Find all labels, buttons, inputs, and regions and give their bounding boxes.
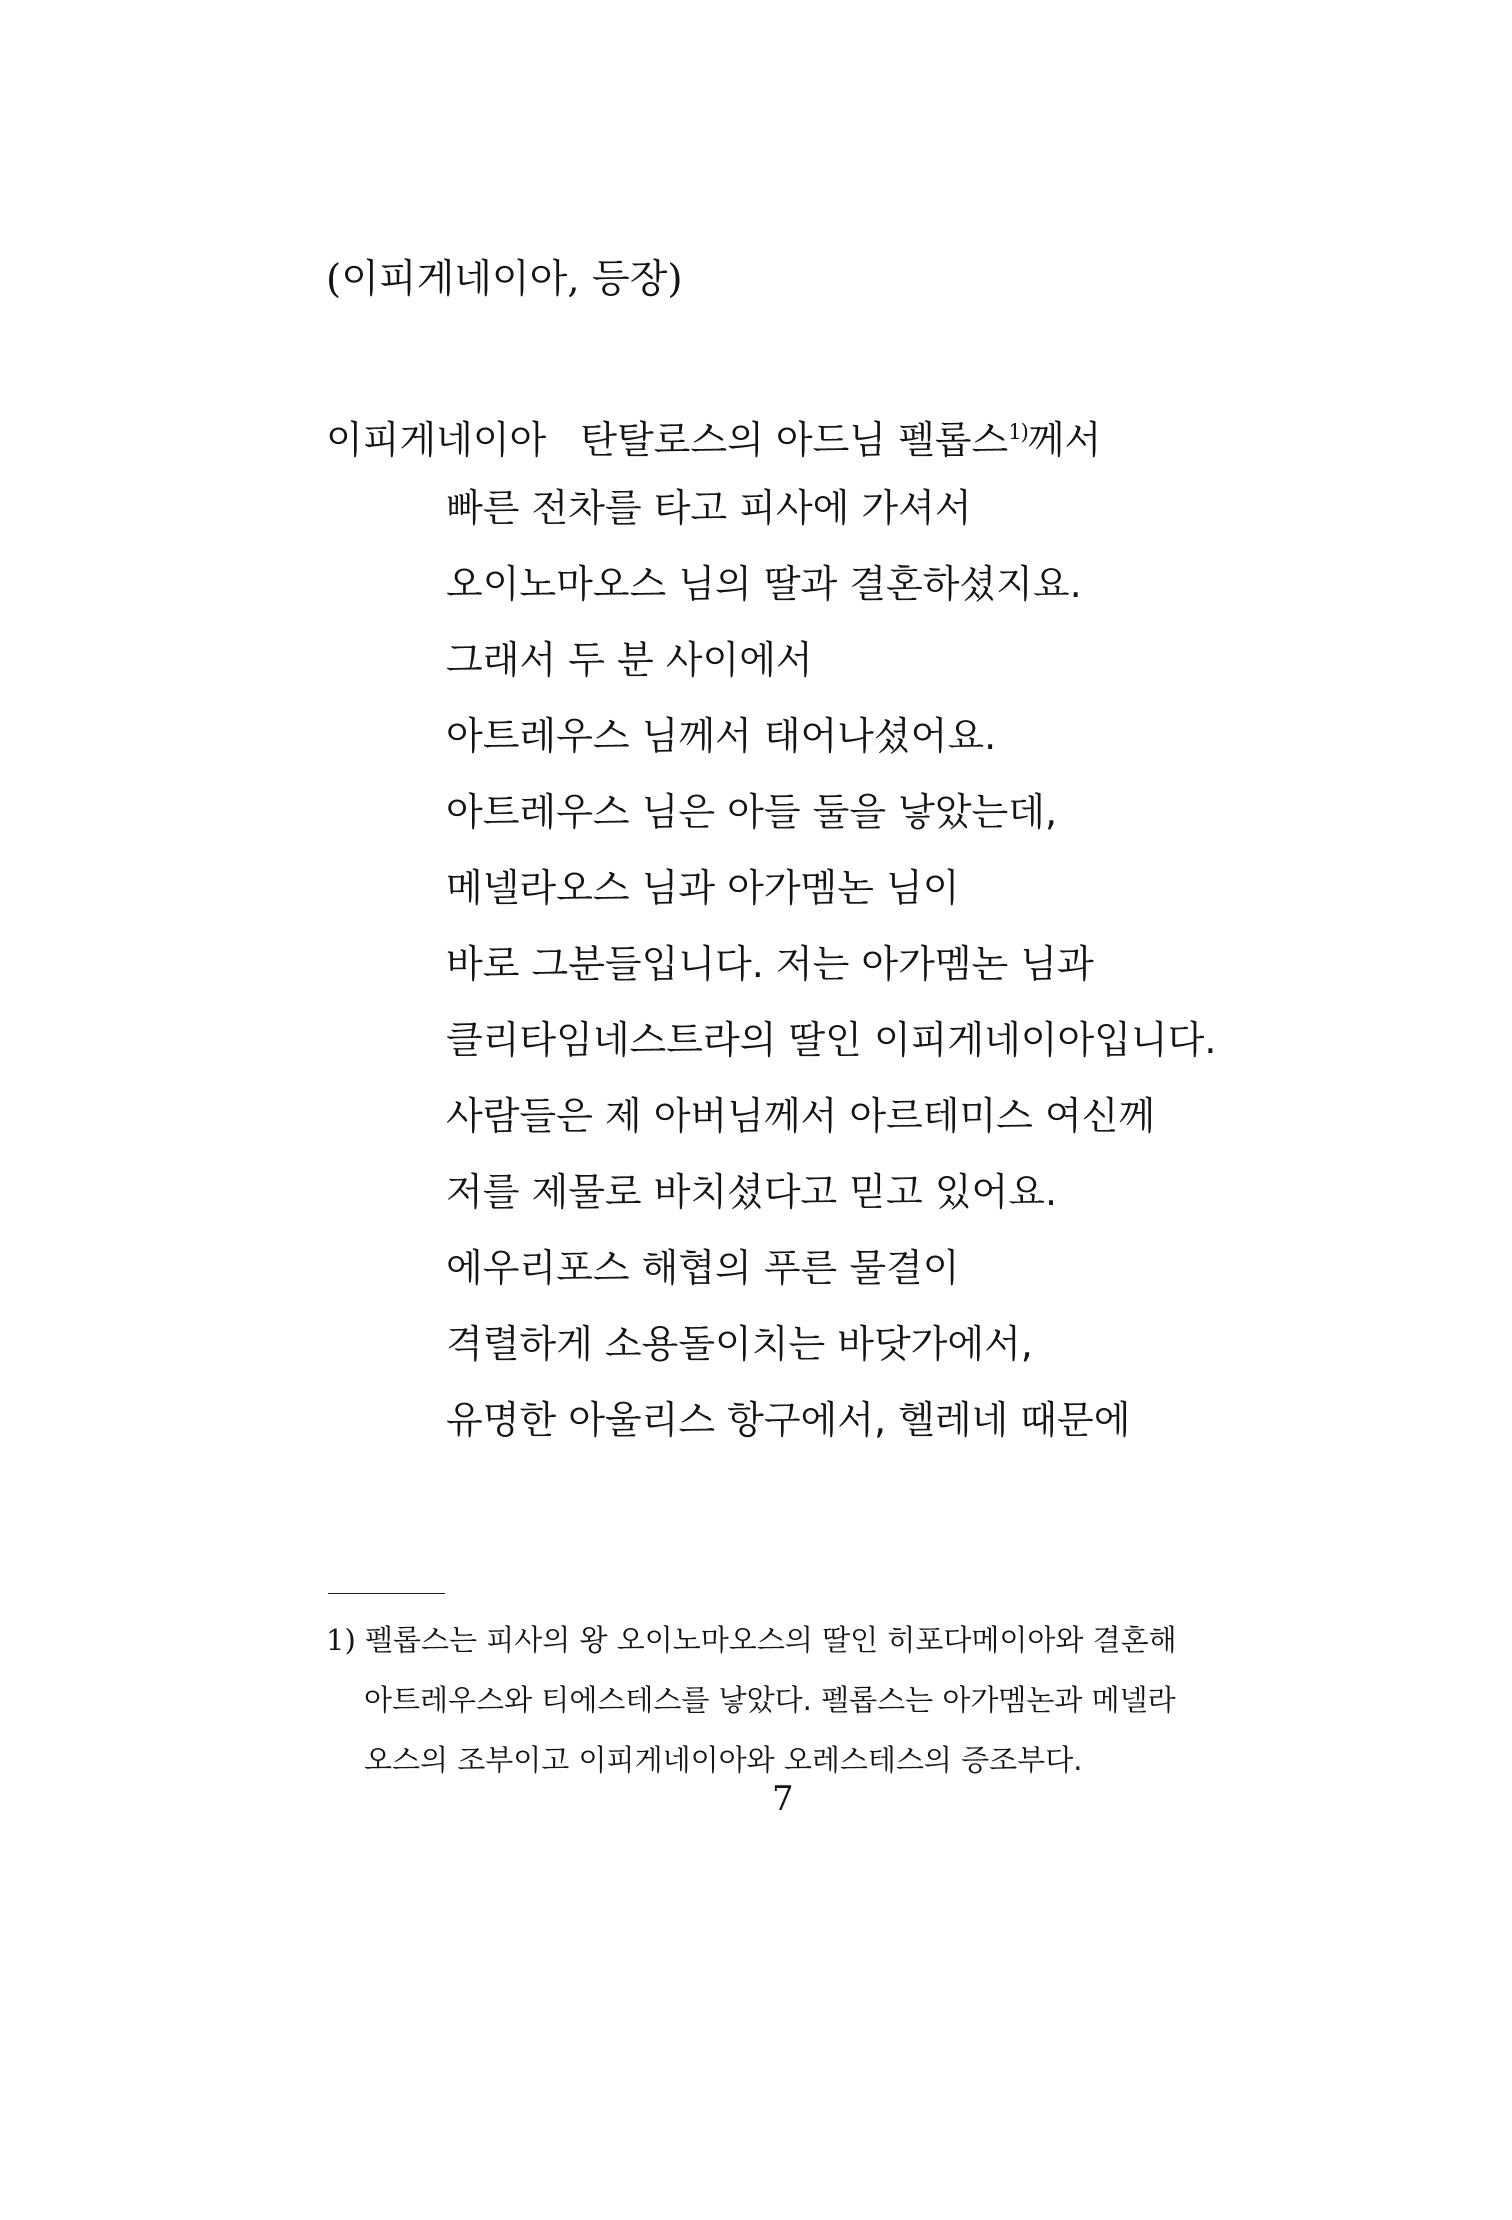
speech-line: 메넬라오스 님과 아가멤논 님이 <box>446 866 960 910</box>
footnote-divider <box>328 1593 445 1594</box>
speech-line: 격렬하게 소용돌이치는 바닷가에서, <box>446 1322 1033 1366</box>
speech-line-tail: 께서 <box>1027 418 1102 462</box>
footnote-first-line <box>326 1616 1177 1664</box>
speech-line: 사람들은 제 아버님께서 아르테미스 여신께 <box>446 1094 1156 1138</box>
footnote-number: 1) <box>326 1623 356 1657</box>
speech-line: 저를 제물로 바치셨다고 믿고 있어요. <box>446 1170 1058 1214</box>
speech-line: 그래서 두 분 사이에서 <box>446 638 813 682</box>
speech-line: 오이노마오스 님의 딸과 결혼하셨지요. <box>446 562 1082 606</box>
speech-line: 에우리포스 해협의 푸른 물결이 <box>446 1246 960 1290</box>
speech-line: 아트레우스 님은 아들 둘을 낳았는데, <box>446 790 1058 834</box>
footnote-text: 펠롭스는 피사의 왕 오이노마오스의 딸인 히포다메이아와 결혼해 <box>364 1623 1177 1657</box>
speech-line: 클리타임네스트라의 딸인 이피게네이아입니다. <box>446 1018 1217 1062</box>
speaker-name: 이피게네이아 <box>326 418 547 462</box>
footnote-line: 오스의 조부이고 이피게네이아와 오레스테스의 증조부다. <box>364 1743 1083 1777</box>
speech-line: 바로 그분들입니다. 저는 아가멤논 님과 <box>446 942 1094 986</box>
speech-line: 아트레우스 님께서 태어나셨어요. <box>446 714 997 758</box>
stage-direction: (이피게네이아, 등장) <box>326 257 683 302</box>
footnote-reference: 1) <box>1008 420 1028 444</box>
speech-first-line <box>326 404 1101 468</box>
speech-line-text: 탄탈로스의 아드님 펠롭스 <box>580 418 1009 462</box>
page-number: 7 <box>772 1779 794 1819</box>
speech-line: 유명한 아울리스 항구에서, 헬레네 때문에 <box>446 1398 1131 1442</box>
footnote-line: 아트레우스와 티에스테스를 낳았다. 펠롭스는 아가멤논과 메넬라 <box>364 1683 1176 1717</box>
speech-line: 빠른 전차를 타고 피사에 가셔서 <box>446 486 972 530</box>
